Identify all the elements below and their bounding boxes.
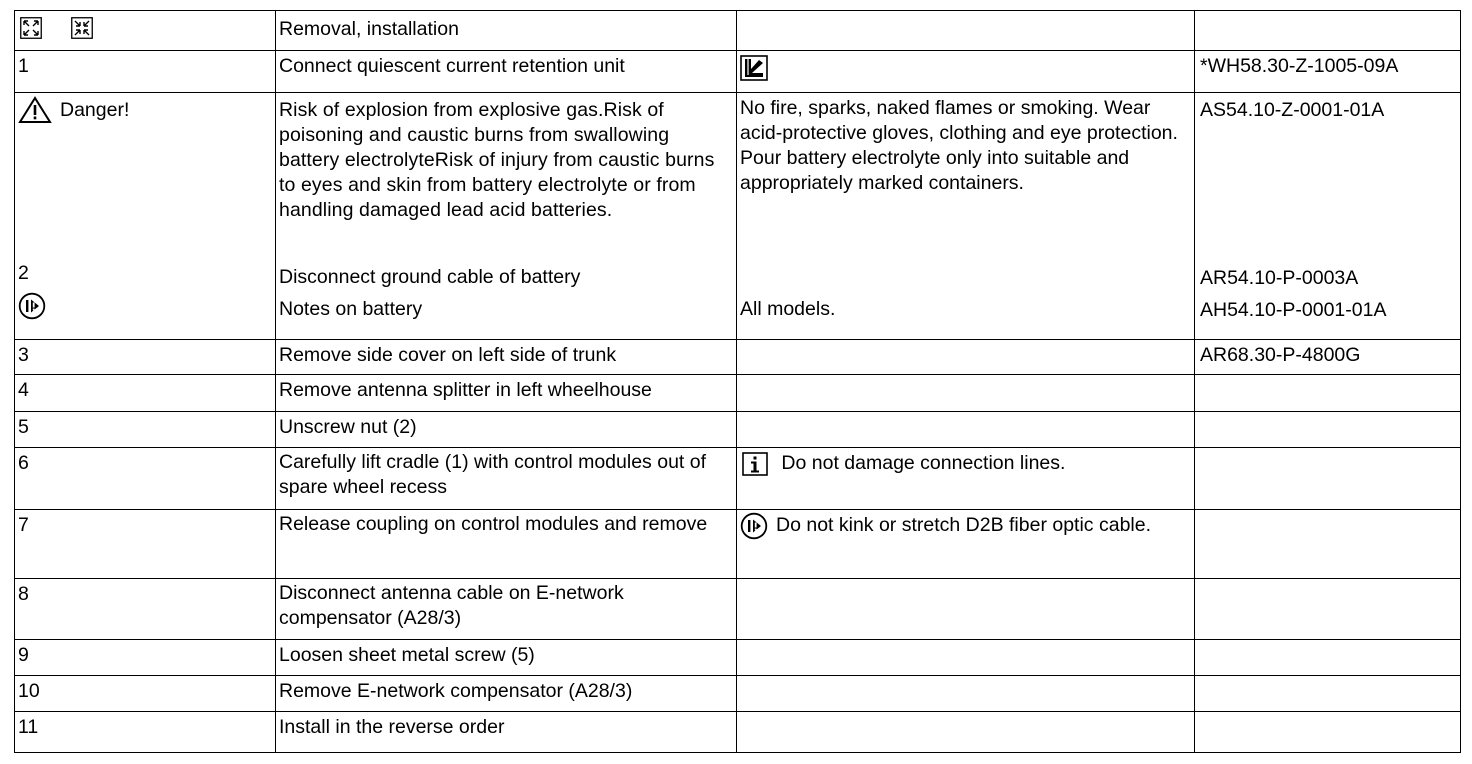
step-number: 4	[15, 375, 276, 412]
step-action: Disconnect antenna cable on E-network compensator (A28/3)	[276, 579, 737, 640]
table-row	[15, 510, 1461, 579]
danger-text: Risk of explosion from explosive gas.Risk of poisoning and caustic burns from swallowing battery electrolyteRisk of injury from caustic burns to eyes and skin from battery electrolyte or from handling damaged lead acid batteries.	[279, 99, 715, 221]
step-ref-cell	[1195, 448, 1461, 510]
info-icon	[742, 452, 768, 476]
step-number: 6	[15, 448, 276, 510]
step-ref[interactable]: *WH58.30-Z-1005-09A	[1195, 51, 1461, 93]
table-row	[15, 375, 1461, 412]
step-ref-cell	[1195, 676, 1461, 712]
header-icons-cell	[15, 11, 276, 51]
warning-triangle-icon	[18, 96, 52, 124]
step-note-cell	[737, 51, 1195, 93]
step-number: 1	[15, 51, 276, 93]
step-number: 3	[15, 340, 276, 375]
notes-icon	[18, 292, 46, 320]
step-number: 11	[15, 712, 276, 753]
table-row	[15, 579, 1461, 640]
step-ref[interactable]: AR68.30-P-4800G	[1195, 340, 1461, 375]
procedure-table	[14, 10, 1461, 753]
step-action: Loosen sheet metal screw (5)	[276, 640, 737, 676]
note-action: Notes on battery	[279, 298, 423, 320]
step-note-cell	[737, 375, 1195, 412]
step-action: Unscrew nut (2)	[276, 412, 737, 448]
step-note-cell	[737, 510, 1195, 579]
note-text: All models.	[740, 298, 836, 320]
header-empty-cell	[1195, 11, 1461, 51]
step-action: Remove E-network compensator (A28/3)	[276, 676, 737, 712]
step-number: 9	[15, 640, 276, 676]
step-ref-cell	[1195, 712, 1461, 753]
step-action: Remove side cover on left side of trunk	[276, 340, 737, 375]
step-ref-cell	[1195, 579, 1461, 640]
step-note: Do not kink or stretch D2B fiber optic cable.	[776, 514, 1152, 537]
danger-cell	[15, 93, 276, 340]
step-action: Connect quiescent current retention unit	[276, 51, 737, 93]
danger-action-cell	[276, 93, 737, 340]
step-ref-cell	[1195, 375, 1461, 412]
step-ref-cell	[1195, 510, 1461, 579]
step-note-cell	[737, 640, 1195, 676]
step-action: Release coupling on control modules and remove	[276, 510, 737, 579]
step-note-cell	[737, 712, 1195, 753]
danger-ref[interactable]: AS54.10-Z-0001-01A	[1200, 99, 1385, 121]
notes-icon	[740, 512, 768, 540]
step-ref-cell	[1195, 412, 1461, 448]
step-note-cell	[737, 448, 1195, 510]
table-row	[15, 712, 1461, 753]
step-action: Carefully lift cradle (1) with control modules out of spare wheel recess	[276, 448, 737, 510]
table-row	[15, 640, 1461, 676]
header-empty-cell	[737, 11, 1195, 51]
step-number: 10	[15, 676, 276, 712]
collapse-icon[interactable]	[71, 17, 93, 39]
step-number: 2	[18, 262, 29, 284]
step-action: Install in the reverse order	[276, 712, 737, 753]
table-row	[15, 93, 1461, 340]
table-row	[15, 676, 1461, 712]
danger-label: Danger!	[60, 99, 130, 121]
header-title: Removal, installation	[276, 11, 737, 51]
table-row	[15, 448, 1461, 510]
step-number: 8	[15, 579, 276, 640]
step-number: 7	[15, 510, 276, 579]
table-row	[15, 11, 1461, 51]
step-note-cell	[737, 579, 1195, 640]
step-action: Remove antenna splitter in left wheelhouse	[276, 375, 737, 412]
tool-icon	[740, 55, 768, 81]
table-row	[15, 51, 1461, 93]
danger-measures-cell	[737, 93, 1195, 340]
step-note-cell	[737, 676, 1195, 712]
step-note: Do not damage connection lines.	[781, 452, 1066, 474]
step-ref-cell	[1195, 640, 1461, 676]
step-note-cell	[737, 412, 1195, 448]
step-action: Disconnect ground cable of battery	[279, 266, 581, 288]
note-ref[interactable]: AH54.10-P-0001-01A	[1200, 299, 1387, 321]
step-note-cell	[737, 340, 1195, 375]
danger-measures: No fire, sparks, naked flames or smoking. Wear acid-protective gloves, clothing and eye protection. Pour battery electrolyte only into suitable and appropriately marked containers.	[740, 97, 1178, 194]
table-row	[15, 412, 1461, 448]
step-number: 5	[15, 412, 276, 448]
danger-ref-cell	[1195, 93, 1461, 340]
table-row	[15, 340, 1461, 375]
step-ref[interactable]: AR54.10-P-0003A	[1200, 267, 1359, 289]
expand-icon[interactable]	[20, 17, 42, 39]
